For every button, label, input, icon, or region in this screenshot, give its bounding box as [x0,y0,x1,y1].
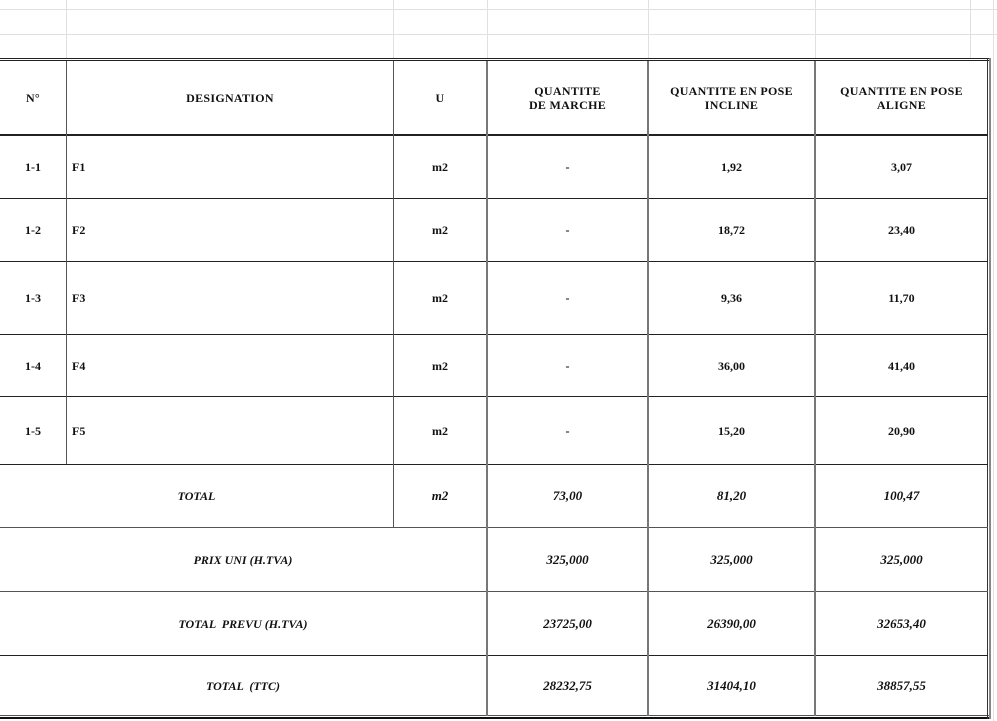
header-num: N° [25,90,41,105]
prix-uni-marche: 325,000 [546,551,589,567]
prix-uni-incline: 325,000 [710,551,753,567]
total-ttc-marche: 28232,75 [543,677,592,693]
row-qty-marche: - [565,160,570,174]
gridline [0,34,997,35]
row-qty-aligne: 20,90 [888,423,915,438]
row-num: 1-4 [25,358,41,373]
row-qty-aligne: 3,07 [891,160,912,174]
total-qty-marche: 73,00 [552,488,583,503]
row-designation: F4 [72,358,86,373]
total-qty-incline: 81,20 [716,488,747,503]
total-label: TOTAL [177,489,216,503]
gridline [0,9,997,10]
header-qty-marche: QUANTITE DE MARCHE [528,83,607,112]
row-unit: m2 [432,358,448,373]
gridline [393,0,394,58]
row-num: 1-5 [25,423,41,438]
row-unit: m2 [432,223,448,237]
gridline [648,0,649,58]
total-ttc-aligne: 38857,55 [877,677,926,693]
row-qty-aligne: 23,40 [888,223,915,237]
total-prevu-incline: 26390,00 [707,615,756,631]
header-qty-aligne: QUANTITE EN POSE ALIGNE [840,83,963,112]
total-prevu-label: TOTAL PREVU (H.TVA) [178,616,308,631]
gridline [993,0,994,721]
row-unit: m2 [432,160,448,174]
row-designation: F3 [72,291,86,305]
header-qty-incline: QUANTITE EN POSE INCLINE [670,83,793,112]
table-right-border [987,58,991,719]
row-qty-incline: 1,92 [721,160,742,174]
prix-uni-label: PRIX UNI (H.TVA) [193,552,293,567]
row-num: 1-2 [25,223,41,237]
row-qty-incline: 15,20 [718,423,745,438]
row-qty-aligne: 41,40 [888,358,915,373]
row-num: 1-3 [25,291,41,305]
row-qty-marche: - [565,358,570,373]
row-qty-incline: 9,36 [721,291,742,305]
row-qty-marche: - [565,291,570,305]
total-qty-aligne: 100,47 [883,488,920,503]
row-unit: m2 [432,423,448,438]
total-unit: m2 [431,488,449,503]
gridline [970,0,971,58]
prix-uni-aligne: 325,000 [880,551,923,567]
gridline [487,0,488,58]
total-ttc-label: TOTAL (TTC) [206,678,280,693]
row-qty-incline: 36,00 [718,358,745,373]
row-designation: F2 [72,223,86,237]
row-qty-marche: - [565,423,570,438]
table-bottom-border [0,715,991,719]
total-prevu-aligne: 32653,40 [877,615,926,631]
gridline [815,0,816,58]
row-qty-marche: - [565,223,570,237]
header-designation: DESIGNATION [186,90,274,105]
total-ttc-incline: 31404,10 [707,677,756,693]
total-prevu-marche: 23725,00 [543,615,592,631]
row-designation: F1 [72,160,86,174]
row-qty-incline: 18,72 [718,223,745,237]
row-num: 1-1 [25,160,41,174]
gridline [66,0,67,58]
row-unit: m2 [432,291,448,305]
row-qty-aligne: 11,70 [888,291,915,305]
row-designation: F5 [72,423,86,438]
header-unit: U [435,90,445,105]
